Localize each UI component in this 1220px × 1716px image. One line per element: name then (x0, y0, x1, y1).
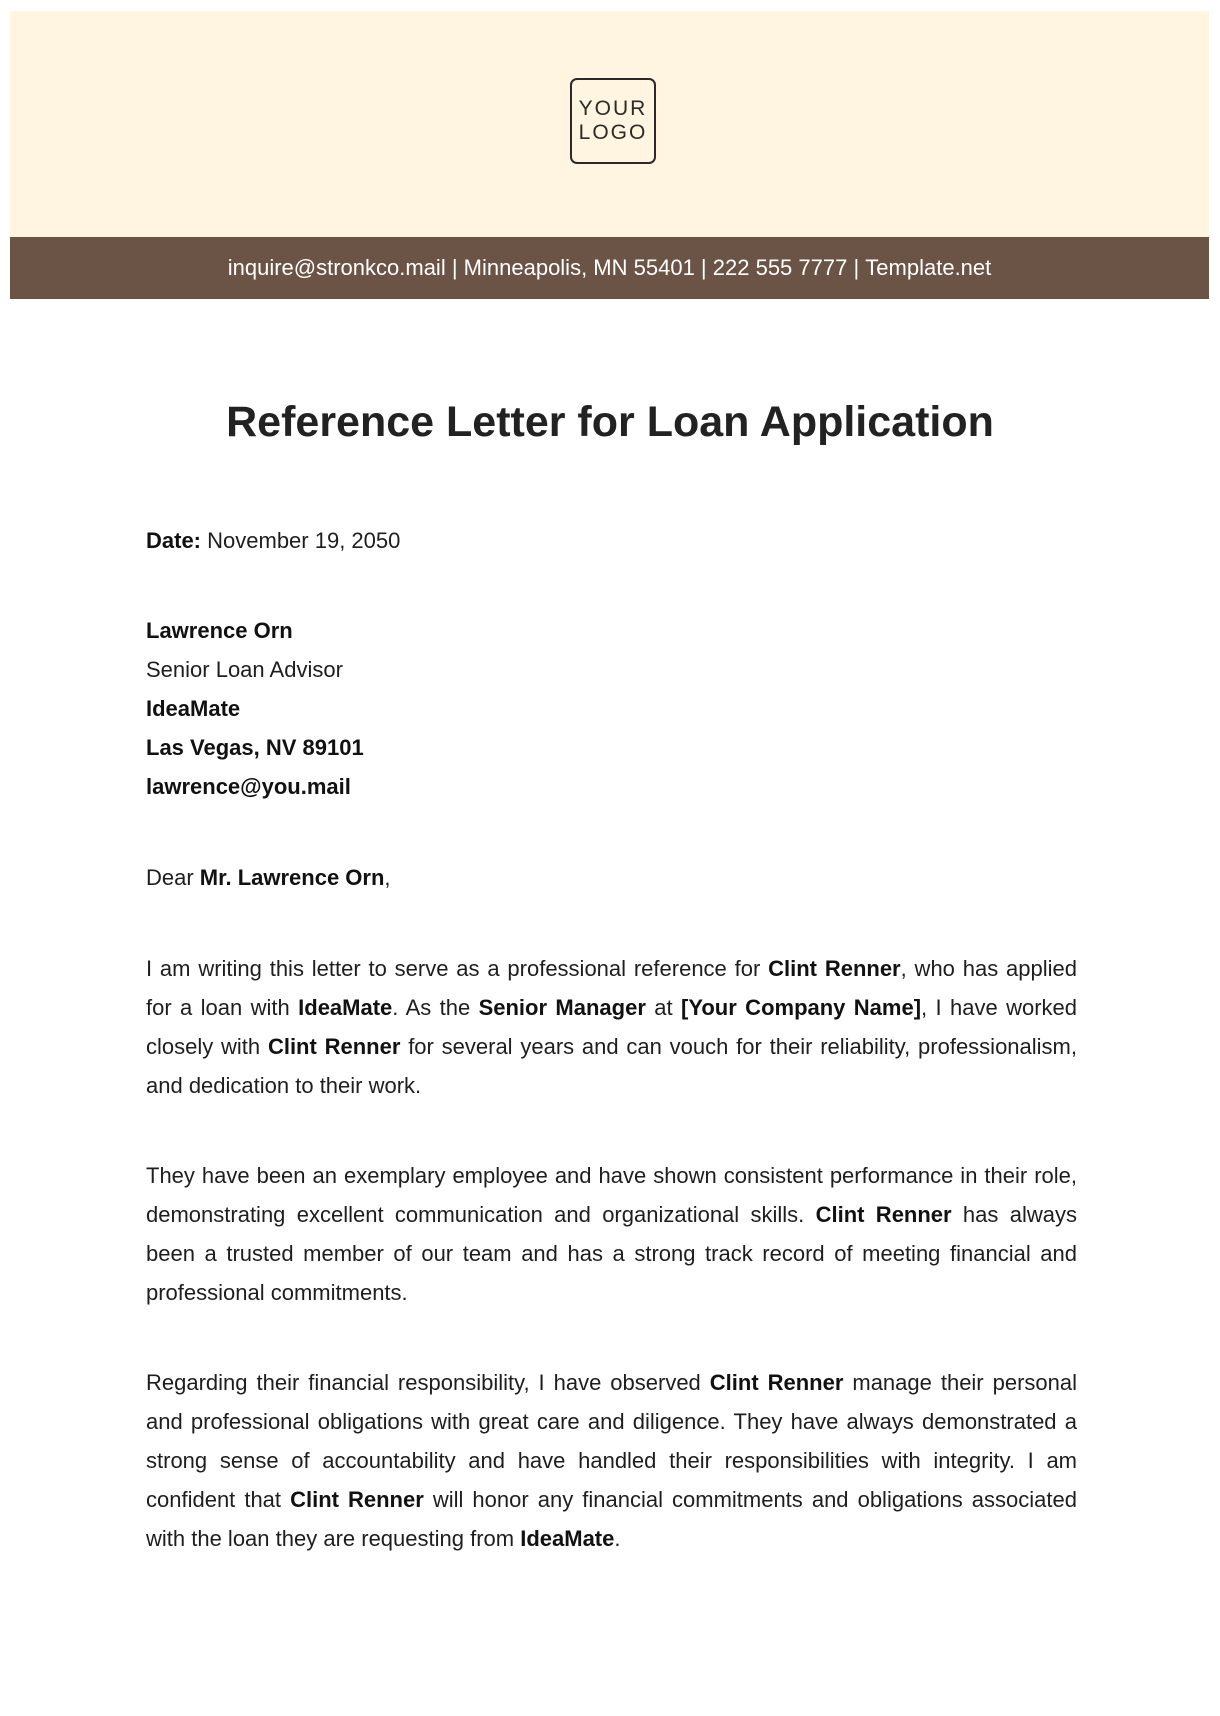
contact-separator: | (694, 255, 713, 280)
body-paragraph-2 (146, 1156, 1077, 1312)
logo-placeholder (570, 78, 656, 164)
body-paragraph-3 (146, 1363, 1077, 1558)
bold-run: IdeaMate (520, 1526, 615, 1551)
bold-run: Senior Manager (478, 995, 646, 1020)
text-run: They have been an exemplary employee and have shown consistent performance in their role, demonstrating excellent communication and organizational skills. (146, 1163, 1077, 1227)
recipient-block (146, 611, 1077, 806)
body-paragraph-1 (146, 949, 1077, 1105)
text-run: at (645, 995, 681, 1020)
bold-run: Clint Renner (290, 1487, 424, 1512)
salutation-prefix: Dear (146, 865, 200, 890)
bold-run: IdeaMate (298, 995, 393, 1020)
contact-separator: | (445, 255, 464, 280)
contact-bar (10, 237, 1209, 299)
logo-line-2: LOGO (578, 121, 648, 144)
text-run: for several years and can vouch for their reliability, professionalism, and dedication to their work. (146, 1034, 1077, 1098)
text-run: will honor any financial commitments and obligations associated with the loan they are requesting from (146, 1487, 1077, 1551)
text-run: , who has applied for a loan with (146, 956, 1077, 1020)
date-label: Date: (146, 528, 202, 553)
recipient-email: lawrence@you.mail (146, 774, 351, 799)
text-run: , I have worked closely with (146, 995, 1078, 1059)
contact-address: Minneapolis, MN 55401 (463, 255, 695, 280)
text-run: . As the (392, 995, 479, 1020)
bold-run: Clint Renner (815, 1202, 952, 1227)
document-title: Reference Letter for Loan Application (226, 398, 994, 446)
text-run: has always been a trusted member of our team and has a strong track record of meeting financial and professional commitments. (146, 1202, 1077, 1305)
recipient-name: Lawrence Orn (146, 618, 293, 643)
bold-run: Clint Renner (709, 1370, 844, 1395)
bold-run: [Your Company Name] (681, 995, 922, 1020)
text-run: manage their personal and professional obligations with great care and diligence. They have always demonstrated a strong sense of accountability and have handled their responsibilities with integrity. I am confident that (146, 1370, 1077, 1512)
letter-date (146, 521, 1077, 560)
salutation (146, 858, 1077, 897)
salutation-suffix: , (384, 865, 391, 890)
date-value: November 19, 2050 (201, 528, 401, 553)
contact-separator: | (847, 255, 866, 280)
text-run: Regarding their financial responsibility, I have observed (146, 1370, 710, 1395)
text-run: I am writing this letter to serve as a professional reference for (146, 956, 769, 981)
recipient-position: Senior Loan Advisor (146, 657, 343, 682)
contact-website: Template.net (865, 255, 992, 280)
header-band (10, 11, 1209, 237)
contact-phone: 222 555 7777 (712, 255, 848, 280)
logo-line-1: YOUR (578, 97, 648, 120)
salutation-name: Mr. Lawrence Orn (199, 865, 385, 890)
recipient-company: IdeaMate (146, 696, 241, 721)
text-run: . (614, 1526, 621, 1551)
bold-run: Clint Renner (768, 956, 901, 981)
bold-run: Clint Renner (267, 1034, 401, 1059)
recipient-location: Las Vegas, NV 89101 (146, 735, 364, 760)
contact-email: inquire@stronkco.mail (227, 255, 446, 280)
